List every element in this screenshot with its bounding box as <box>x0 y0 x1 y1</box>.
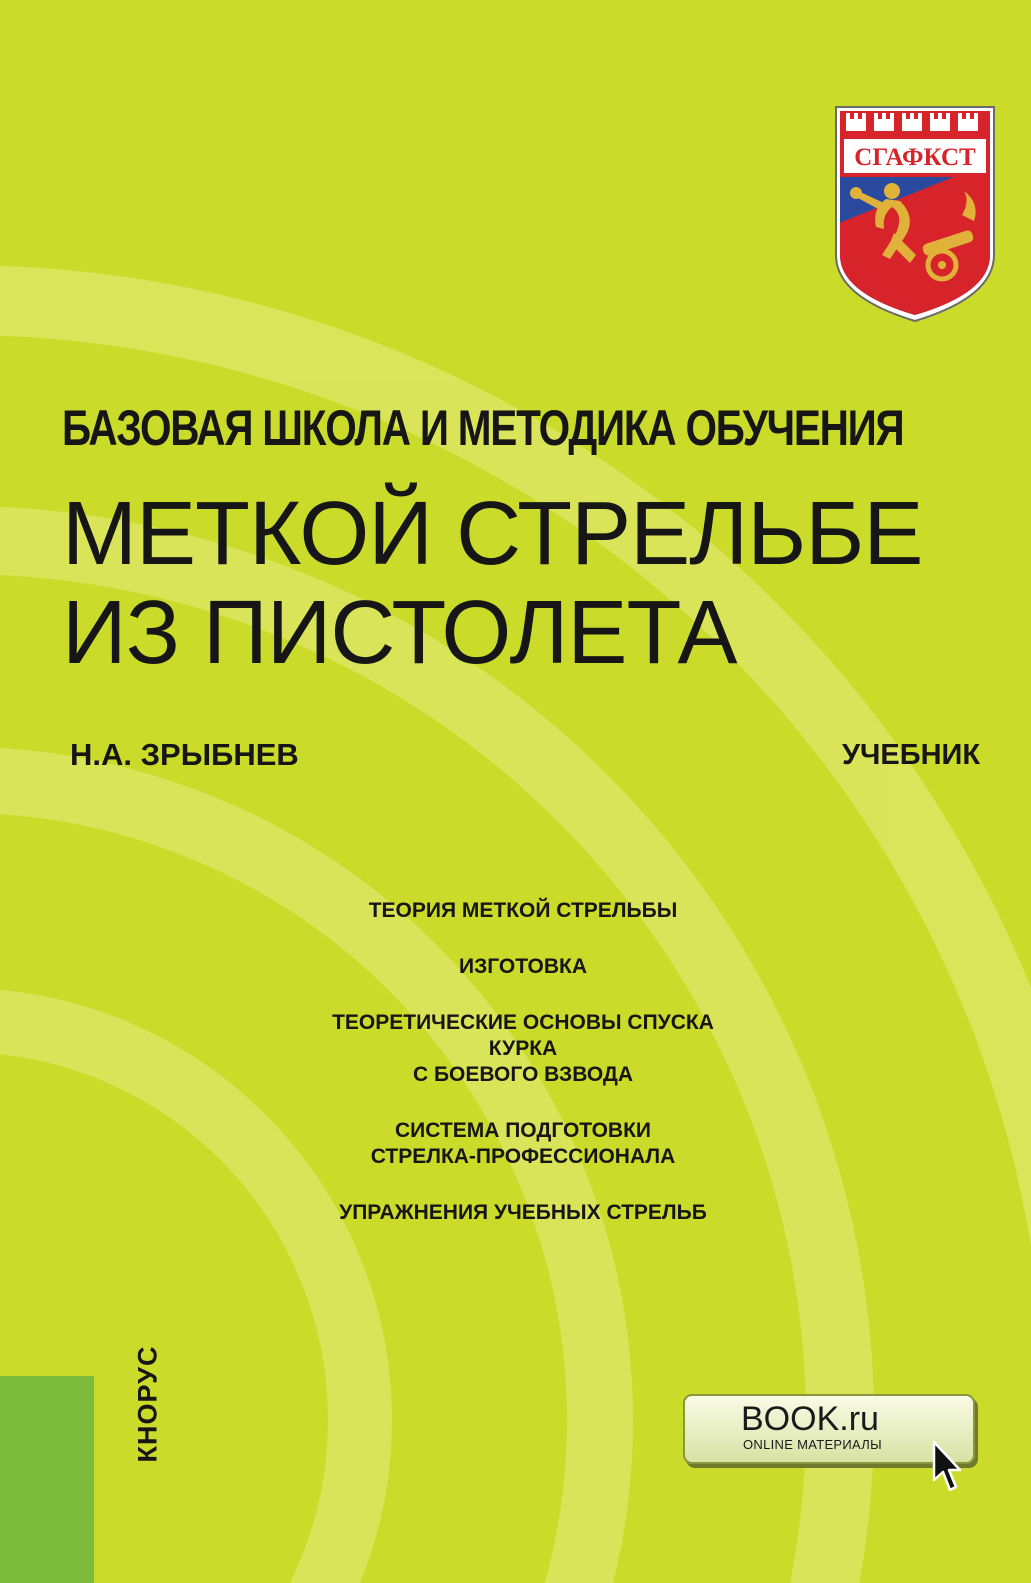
topic-item <box>300 1118 746 1170</box>
publisher-name: КНОРУС <box>132 1345 163 1463</box>
emblem-label: СГАФКСТ <box>854 144 976 171</box>
topic-line: ИЗГОТОВКА <box>459 955 587 978</box>
bookru-subtitle: ONLINE МАТЕРИАЛЫ <box>743 1437 882 1452</box>
publisher-color-bar <box>0 1376 94 1583</box>
topic-item <box>300 898 746 924</box>
topic-item <box>300 1200 746 1226</box>
title-line-1: БАЗОВАЯ ШКОЛА И МЕТОДИКА ОБУЧЕНИЯ <box>62 400 904 456</box>
topic-line: ТЕОРИЯ МЕТКОЙ СТРЕЛЬБЫ <box>368 899 678 922</box>
topic-item <box>300 1010 746 1088</box>
topic-line: УПРАЖНЕНИЯ УЧЕБНЫХ СТРЕЛЬБ <box>339 1201 707 1224</box>
mouse-pointer-icon <box>932 1440 962 1496</box>
academy-emblem <box>834 105 996 325</box>
topic-line: ТЕОРЕТИЧЕСКИЕ ОСНОВЫ СПУСКА КУРКА <box>332 1011 714 1060</box>
bookru-logo-text: BOOK.ru <box>741 1400 879 1438</box>
topics-list <box>300 898 746 1256</box>
topic-item <box>300 954 746 980</box>
book-type: УЧЕБНИК <box>842 739 981 771</box>
topic-line: С БОЕВОГО ВЗВОДА <box>412 1063 634 1086</box>
title-line-2: МЕТКОЙ СТРЕЛЬБЕ <box>62 484 923 584</box>
author-name: Н.А. ЗРЫБНЕВ <box>70 737 299 772</box>
topic-line: СТРЕЛКА-ПРОФЕССИОНАЛА <box>370 1145 676 1168</box>
topic-line: СИСТЕМА ПОДГОТОВКИ <box>394 1119 652 1142</box>
title-line-3: ИЗ ПИСТОЛЕТА <box>62 583 737 683</box>
